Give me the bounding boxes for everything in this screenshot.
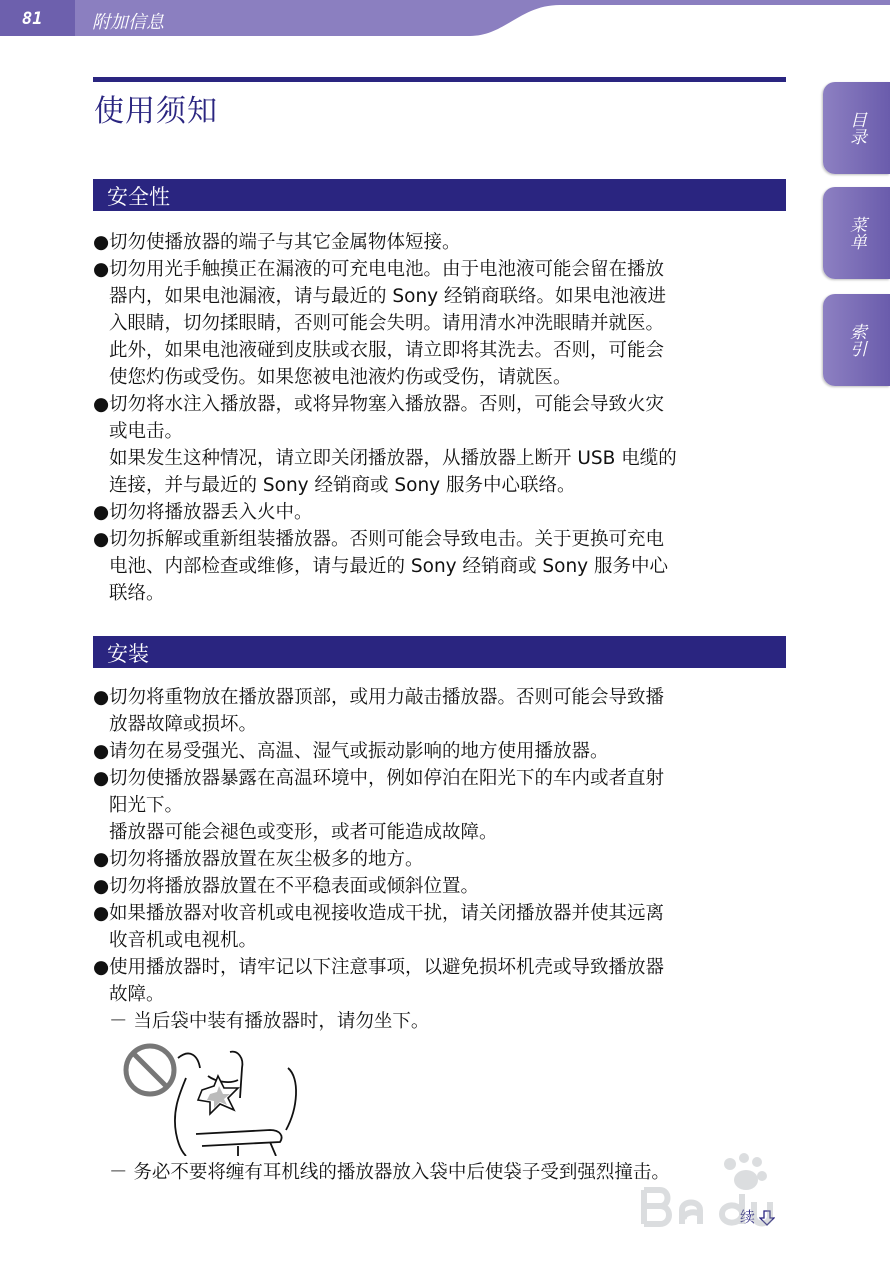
bullet-icon: ●	[93, 903, 110, 924]
list-item: ●切勿将水注入播放器，或将异物塞入播放器。否则，可能会导致火灾	[93, 391, 783, 418]
section-name: 附加信息	[92, 12, 164, 33]
bullet-icon: ●	[93, 741, 110, 762]
list-item: ●切勿将重物放在播放器顶部，或用力敲击播放器。否则可能会导致播	[93, 684, 783, 711]
section-heading-safety: 安全性	[93, 179, 786, 211]
tab-contents[interactable]	[823, 82, 890, 174]
list-item: ●切勿使播放器暴露在高温环境中，例如停泊在阳光下的车内或者直射	[93, 765, 783, 792]
bullet-icon: ●	[93, 259, 110, 280]
list-item: ●切勿将播放器放置在灰尘极多的地方。	[93, 846, 783, 873]
bullet-icon: ●	[93, 394, 110, 415]
bullet-icon: ●	[93, 687, 110, 708]
list-item: ●切勿将播放器放置在不平稳表面或倾斜位置。	[93, 873, 783, 900]
list-item-continuation: 使您灼伤或受伤。如果您被电池液灼伤或受伤，请就医。	[109, 367, 572, 388]
prohibition-icon	[126, 1046, 174, 1094]
baidu-watermark-logo	[630, 1150, 840, 1250]
list-item-continuation: 播放器可能会褪色或变形，或者可能造成故障。	[109, 822, 498, 843]
list-item: ●如果播放器对收音机或电视接收造成干扰，请关闭播放器并使其远离	[93, 900, 783, 927]
safety-list	[93, 229, 783, 607]
list-item-continuation: 放器故障或损坏。	[109, 714, 258, 735]
tab-index-label: 索引	[846, 323, 866, 357]
list-item: ●切勿用光手触摸正在漏液的可充电电池。由于电池液可能会留在播放	[93, 256, 783, 283]
bullet-icon: ●	[93, 876, 110, 897]
list-item-continuation: 电池、内部检查或维修，请与最近的 Sony 经销商或 Sony 服务中心	[109, 556, 668, 577]
list-item-continuation: 连接，并与最近的 Sony 经销商或 Sony 服务中心联络。	[109, 475, 576, 496]
no-sitting-illustration	[120, 1038, 310, 1156]
title-rule	[93, 77, 786, 82]
sub-item: － 当后袋中装有播放器时，请勿坐下。	[109, 1011, 430, 1032]
sub-item: － 务必不要将缠有耳机线的播放器放入袋中后使袋子受到强烈撞击。	[109, 1162, 670, 1183]
list-item-continuation: 或电击。	[109, 421, 184, 442]
bullet-icon: ●	[93, 529, 110, 550]
page-title: 使用须知	[94, 94, 218, 129]
bullet-icon: ●	[93, 957, 110, 978]
tab-menu-label: 菜单	[846, 216, 866, 250]
bullet-icon: ●	[93, 502, 110, 523]
install-list	[93, 684, 783, 1035]
list-item: ●使用播放器时，请牢记以下注意事项，以避免损坏机壳或导致播放器	[93, 954, 783, 981]
tab-menu[interactable]	[823, 187, 890, 279]
list-item-continuation: 此外，如果电池液碰到皮肤或衣服，请立即将其洗去。否则，可能会	[109, 340, 665, 361]
list-item-continuation: 收音机或电视机。	[109, 930, 258, 951]
list-item-continuation: 入眼睛，切勿揉眼睛，否则可能会失明。请用清水冲洗眼睛并就医。	[109, 313, 665, 334]
bullet-icon: ●	[93, 768, 110, 789]
list-item-continuation: 如果发生这种情况，请立即关闭播放器，从播放器上断开 USB 电缆的	[109, 448, 677, 469]
tab-index[interactable]	[823, 294, 890, 386]
list-item-continuation: 联络。	[109, 583, 165, 604]
list-item: ●切勿将播放器丢入火中。	[93, 499, 783, 526]
continued-label: 续	[740, 1208, 756, 1226]
list-item: ●切勿使播放器的端子与其它金属物体短接。	[93, 229, 783, 256]
list-item-continuation: 阳光下。	[109, 795, 184, 816]
list-item-continuation: 故障。	[109, 984, 165, 1005]
bullet-icon: ●	[93, 849, 110, 870]
bullet-icon: ●	[93, 232, 110, 253]
list-item: ●请勿在易受强光、高温、湿气或振动影响的地方使用播放器。	[93, 738, 783, 765]
section-heading-install: 安装	[93, 636, 786, 668]
list-item-continuation: 器内，如果电池漏液，请与最近的 Sony 经销商联络。如果电池液进	[109, 286, 666, 307]
list-item: ●切勿拆解或重新组装播放器。否则可能会导致电击。关于更换可充电	[93, 526, 783, 553]
tab-contents-label: 目录	[846, 111, 866, 145]
page-number: 81	[22, 9, 43, 29]
